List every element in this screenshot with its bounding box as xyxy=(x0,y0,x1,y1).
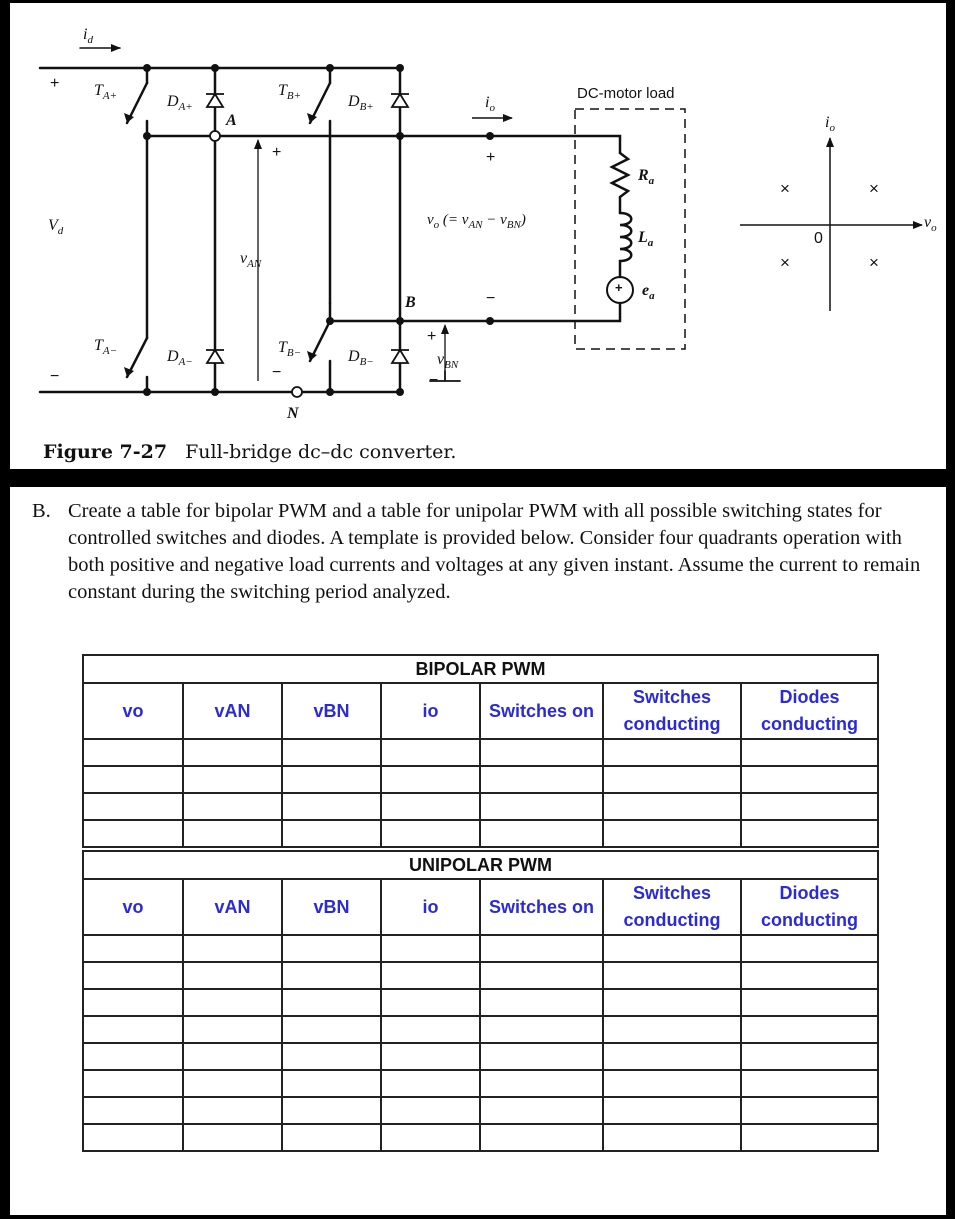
table-cell[interactable] xyxy=(282,739,381,766)
table-cell[interactable] xyxy=(480,1097,603,1124)
table-cell[interactable] xyxy=(183,1016,282,1043)
table-row xyxy=(83,935,878,962)
resistor-ra xyxy=(612,153,628,213)
figure-number: Figure 7-27 xyxy=(43,441,168,463)
table-cell[interactable] xyxy=(741,1124,878,1151)
table-row xyxy=(83,766,878,793)
column-header: vAN xyxy=(183,879,282,935)
table-cell[interactable] xyxy=(741,820,878,847)
table-cell[interactable] xyxy=(282,1124,381,1151)
unipolar-table-title: UNIPOLAR PWM xyxy=(83,851,878,879)
table-row xyxy=(83,1070,878,1097)
table-cell[interactable] xyxy=(480,739,603,766)
vo-plus-label: + xyxy=(486,149,496,166)
table-cell[interactable] xyxy=(603,935,741,962)
quadrant-io-label: $i_o$ xyxy=(825,114,835,135)
van-plus-label: + xyxy=(272,144,282,161)
quadrant-mark-q3: × xyxy=(780,253,790,272)
question-panel xyxy=(10,487,946,1215)
unipolar-pwm-table xyxy=(82,850,879,1152)
table-cell[interactable] xyxy=(603,1097,741,1124)
table-cell[interactable] xyxy=(381,989,480,1016)
table-cell[interactable] xyxy=(381,739,480,766)
table-row xyxy=(83,962,878,989)
table-cell[interactable] xyxy=(183,1097,282,1124)
column-header: vBN xyxy=(282,879,381,935)
table-row xyxy=(83,739,878,766)
switch-tb-plus-label: $T_{B+}$ xyxy=(278,82,302,103)
table-cell[interactable] xyxy=(741,1016,878,1043)
table-cell[interactable] xyxy=(741,1070,878,1097)
column-header: Switches on xyxy=(480,879,603,935)
question-id: B. xyxy=(32,500,51,522)
table-cell[interactable] xyxy=(83,766,183,793)
question-text: Create a table for bipolar PWM and a table for unipolar PWM with all possible switching states for controlled switches and diodes. A template is provided below. Consider four quadrants operation with both positive and negative load currents and voltages at any given instant. Assume the current to remain constant during the switching period analyzed. xyxy=(68,500,921,603)
table-cell[interactable] xyxy=(282,989,381,1016)
table-cell[interactable] xyxy=(381,935,480,962)
table-cell[interactable] xyxy=(381,793,480,820)
table-cell[interactable] xyxy=(741,1043,878,1070)
table-cell[interactable] xyxy=(741,793,878,820)
node-n-label: N xyxy=(287,405,299,422)
table-cell[interactable] xyxy=(83,1124,183,1151)
switch-ta-plus-label: $T_{A+}$ xyxy=(94,82,118,103)
unipolar-header-row xyxy=(83,879,878,935)
unipolar-table-body xyxy=(83,935,878,1151)
table-cell[interactable] xyxy=(480,766,603,793)
table-cell[interactable] xyxy=(183,739,282,766)
table-cell[interactable] xyxy=(480,989,603,1016)
table-cell[interactable] xyxy=(183,793,282,820)
switch-tb-minus-label: $T_{B-}$ xyxy=(278,339,302,360)
table-cell[interactable] xyxy=(603,962,741,989)
node-a-label: A xyxy=(226,112,237,129)
table-cell[interactable] xyxy=(183,935,282,962)
bipolar-pwm-table xyxy=(82,654,879,848)
table-row xyxy=(83,1097,878,1124)
node-n-terminal xyxy=(292,387,302,397)
bipolar-header-row xyxy=(83,683,878,739)
table-cell[interactable] xyxy=(741,766,878,793)
table-cell[interactable] xyxy=(83,793,183,820)
table-cell[interactable] xyxy=(282,820,381,847)
table-cell[interactable] xyxy=(183,1070,282,1097)
table-cell[interactable] xyxy=(183,766,282,793)
id-label: $i_d$ xyxy=(83,26,93,47)
node-b-label: B xyxy=(405,294,416,311)
table-row xyxy=(83,989,878,1016)
table-cell[interactable] xyxy=(603,989,741,1016)
van-minus-label: − xyxy=(272,364,282,381)
quadrant-mark-q2: × xyxy=(780,179,790,198)
figure-panel xyxy=(10,3,946,469)
diode-db-minus-label: $D_{B-}$ xyxy=(348,348,374,369)
column-header: Switches conducting xyxy=(603,879,741,935)
table-cell[interactable] xyxy=(83,820,183,847)
table-row xyxy=(83,820,878,847)
table-cell[interactable] xyxy=(381,1097,480,1124)
table-cell[interactable] xyxy=(83,739,183,766)
table-cell[interactable] xyxy=(183,1043,282,1070)
diode-da-plus xyxy=(207,94,223,107)
table-cell[interactable] xyxy=(603,1070,741,1097)
diode-da-minus xyxy=(207,350,223,363)
table-cell[interactable] xyxy=(83,962,183,989)
vd-plus-label: + xyxy=(50,75,60,92)
table-cell[interactable] xyxy=(183,820,282,847)
quadrant-vo-label: $v_o$ xyxy=(924,214,937,235)
table-cell[interactable] xyxy=(381,962,480,989)
table-cell[interactable] xyxy=(282,1097,381,1124)
vd-label: $V_d$ xyxy=(48,217,64,238)
table-cell[interactable] xyxy=(282,935,381,962)
ra-label: $R_a$ xyxy=(638,167,655,188)
table-cell[interactable] xyxy=(480,820,603,847)
table-cell[interactable] xyxy=(480,962,603,989)
column-header: vAN xyxy=(183,683,282,739)
table-cell[interactable] xyxy=(282,793,381,820)
vo-equation-label: $v_o$ (= $v_{AN} - v_{BN}$) xyxy=(427,212,526,231)
la-label: $L_a$ xyxy=(638,229,654,250)
table-cell[interactable] xyxy=(480,1124,603,1151)
table-row xyxy=(83,793,878,820)
table-cell[interactable] xyxy=(83,1070,183,1097)
table-cell[interactable] xyxy=(480,935,603,962)
diode-da-plus-label: $D_{A+}$ xyxy=(167,93,193,114)
column-header: vBN xyxy=(282,683,381,739)
table-cell[interactable] xyxy=(603,739,741,766)
node-b-to-load-wire xyxy=(330,303,620,321)
quadrant-mark-q4: × xyxy=(869,253,879,272)
table-cell[interactable] xyxy=(741,989,878,1016)
column-header: vo xyxy=(83,879,183,935)
table-row xyxy=(83,1043,878,1070)
vd-minus-label: − xyxy=(50,368,60,385)
bipolar-table-title: BIPOLAR PWM xyxy=(83,655,878,683)
switch-ta-minus-label: $T_{A-}$ xyxy=(94,337,118,358)
table-cell[interactable] xyxy=(381,820,480,847)
table-cell[interactable] xyxy=(741,935,878,962)
node-a-terminal xyxy=(210,131,220,141)
table-cell[interactable] xyxy=(381,1070,480,1097)
table-cell[interactable] xyxy=(381,1016,480,1043)
column-header: Switches on xyxy=(480,683,603,739)
diode-db-plus xyxy=(392,94,408,107)
table-cell[interactable] xyxy=(282,1070,381,1097)
table-cell[interactable] xyxy=(282,1043,381,1070)
table-cell[interactable] xyxy=(480,1070,603,1097)
table-cell[interactable] xyxy=(603,820,741,847)
table-row xyxy=(83,1016,878,1043)
table-cell[interactable] xyxy=(83,989,183,1016)
table-row xyxy=(83,1124,878,1151)
ea-label: $e_a$ xyxy=(642,282,655,303)
table-cell[interactable] xyxy=(480,793,603,820)
vbn-minus-label: − xyxy=(429,372,439,389)
table-cell[interactable] xyxy=(381,766,480,793)
table-cell[interactable] xyxy=(741,1097,878,1124)
column-header: io xyxy=(381,683,480,739)
quadrant-mark-q1: × xyxy=(869,179,879,198)
column-header: Switches conducting xyxy=(603,683,741,739)
column-header: Diodes conducting xyxy=(741,879,878,935)
table-cell[interactable] xyxy=(741,739,878,766)
table-cell[interactable] xyxy=(480,1043,603,1070)
figure-title: Full-bridge dc–dc converter. xyxy=(185,441,457,463)
table-cell[interactable] xyxy=(603,1043,741,1070)
table-cell[interactable] xyxy=(282,962,381,989)
table-cell[interactable] xyxy=(183,989,282,1016)
table-cell[interactable] xyxy=(603,1016,741,1043)
question-text-block xyxy=(32,498,932,606)
ea-plus-label: + xyxy=(615,280,623,295)
table-cell[interactable] xyxy=(83,935,183,962)
table-cell[interactable] xyxy=(741,962,878,989)
io-label: $i_o$ xyxy=(485,94,495,115)
table-cell[interactable] xyxy=(603,793,741,820)
figure-caption xyxy=(43,441,456,463)
table-cell[interactable] xyxy=(480,1016,603,1043)
vbn-label: $v_{BN}$ xyxy=(437,351,459,372)
diode-da-minus-label: $D_{A-}$ xyxy=(167,348,193,369)
table-cell[interactable] xyxy=(381,1043,480,1070)
vbn-plus-label: + xyxy=(427,328,437,345)
table-cell[interactable] xyxy=(603,766,741,793)
diode-db-minus xyxy=(392,350,408,363)
quadrant-origin-label: 0 xyxy=(814,230,823,247)
table-cell[interactable] xyxy=(183,1124,282,1151)
diode-db-plus-label: $D_{B+}$ xyxy=(348,93,374,114)
table-cell[interactable] xyxy=(282,1016,381,1043)
column-header: io xyxy=(381,879,480,935)
table-cell[interactable] xyxy=(282,766,381,793)
table-cell[interactable] xyxy=(83,1043,183,1070)
table-cell[interactable] xyxy=(603,1124,741,1151)
table-cell[interactable] xyxy=(381,1124,480,1151)
dc-motor-load-title: DC-motor load xyxy=(577,85,675,102)
inductor-la xyxy=(620,213,631,277)
table-cell[interactable] xyxy=(83,1097,183,1124)
bipolar-table-body xyxy=(83,739,878,847)
table-cell[interactable] xyxy=(183,962,282,989)
van-label: $v_{AN}$ xyxy=(240,250,262,271)
full-bridge-circuit-diagram xyxy=(10,3,946,469)
column-header: Diodes conducting xyxy=(741,683,878,739)
table-cell[interactable] xyxy=(83,1016,183,1043)
column-header: vo xyxy=(83,683,183,739)
vo-minus-label: − xyxy=(486,290,496,307)
